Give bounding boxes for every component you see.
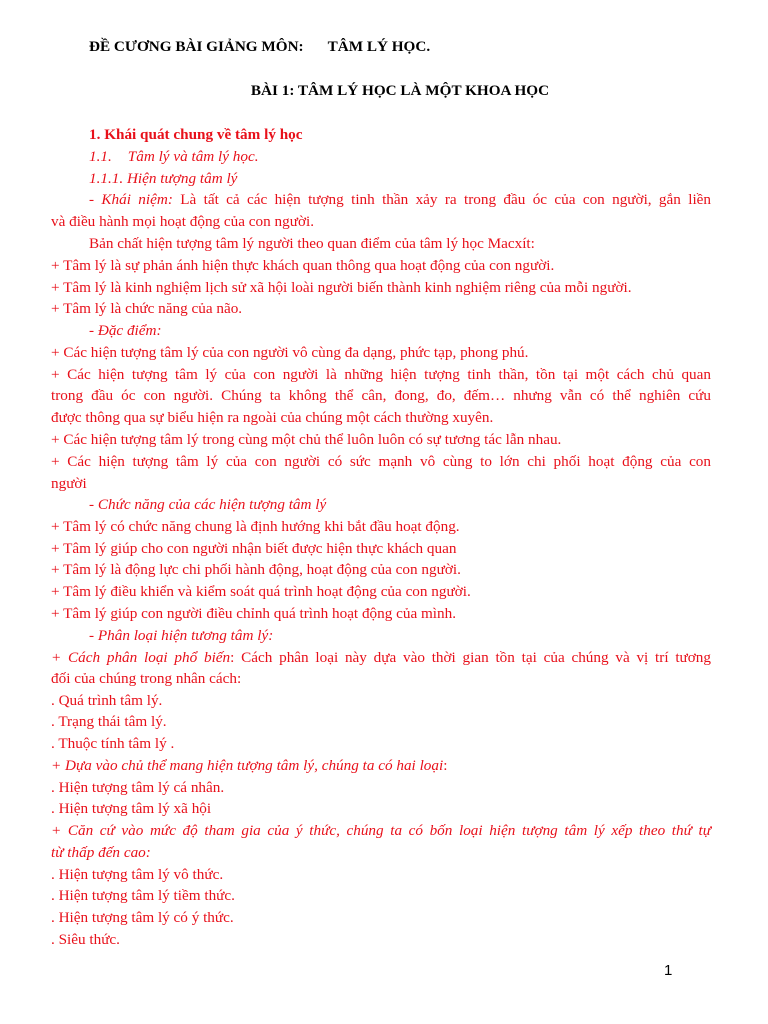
- colon: :: [443, 757, 448, 774]
- definition-label: - Khái niệm:: [89, 191, 173, 208]
- feature-item: + Các hiện tượng tâm lý của con người vô cùng đa dạng, phức tạp, phong phú.: [51, 344, 529, 361]
- feature-item-cont: trong đầu óc con người. Chúng ta không thể cân, đong, đo, đếm… nhưng vẫn có thể nghiên cứu: [51, 387, 711, 404]
- course-name: TÂM LÝ HỌC.: [327, 38, 431, 55]
- list-item: . Hiện tượng tâm lý có ý thức.: [51, 909, 234, 926]
- functions-label: - Chức năng của các hiện tượng tâm lý: [89, 496, 327, 513]
- function-item: + Tâm lý là động lực chi phối hành động, hoạt động của con người.: [51, 561, 461, 578]
- function-item: + Tâm lý có chức năng chung là định hướng khi bắt đầu hoạt động.: [51, 518, 460, 535]
- nature-item: + Tâm lý là chức năng của não.: [51, 300, 243, 317]
- classification-awareness: + Căn cứ vào mức độ tham gia của ý thức, chúng ta có bốn loại hiện tượng tâm lý xếp theo thứ tự: [51, 822, 711, 839]
- feature-item: + Các hiện tượng tâm lý của con người là những hiện tượng tinh thần, tồn tại một cách chủ quan: [51, 366, 711, 383]
- features-label: - Đặc điểm:: [89, 322, 162, 339]
- list-item: . Hiện tượng tâm lý vô thức.: [51, 866, 224, 883]
- page-number: 1: [664, 962, 673, 979]
- function-item: + Tâm lý điều khiển và kiểm soát quá trình hoạt động của con người.: [51, 583, 471, 600]
- list-item: . Trạng thái tâm lý.: [51, 713, 167, 730]
- function-item: + Tâm lý giúp cho con người nhận biết được hiện thực khách quan: [51, 540, 457, 557]
- classification-subject: [51, 756, 711, 776]
- feature-item-cont: được thông qua sự biểu hiện ra ngoài của chúng một cách thường xuyên.: [51, 409, 494, 426]
- feature-item: + Các hiện tượng tâm lý của con người có sức mạnh vô cùng to lớn chi phối hoạt động của con: [51, 453, 711, 470]
- list-item: . Thuộc tính tâm lý .: [51, 735, 175, 752]
- definition-line-1: [51, 190, 711, 210]
- definition-text: Là tất cả các hiện tượng tinh thần xảy ra trong đầu óc của con người, gắn liền: [172, 191, 711, 208]
- list-item: . Siêu thức.: [51, 931, 120, 948]
- section-heading-1-1-1: 1.1.1. Hiện tượng tâm lý: [89, 170, 238, 187]
- classification-awareness-cont: từ thấp đến cao:: [51, 844, 151, 861]
- list-item: . Quá trình tâm lý.: [51, 692, 163, 709]
- nature-item: + Tâm lý là sự phản ánh hiện thực khách quan thông qua hoạt động của con người.: [51, 257, 555, 274]
- feature-item: + Các hiện tượng tâm lý trong cùng một chủ thể luôn luôn có sự tương tác lẫn nhau.: [51, 431, 562, 448]
- section-heading-1-1: [89, 147, 749, 167]
- classification-common-label: + Cách phân loại phổ biến: [51, 649, 231, 666]
- course-header: [89, 37, 749, 57]
- nature-item: + Tâm lý là kinh nghiệm lịch sử xã hội loài người biến thành kinh nghiệm riêng của mỗi người.: [51, 279, 632, 296]
- classification-subject-label: + Dựa vào chủ thể mang hiện tượng tâm lý, chúng ta có hai loại: [51, 757, 444, 774]
- section-heading-1: 1. Khái quát chung về tâm lý học: [89, 126, 303, 143]
- list-item: . Hiện tượng tâm lý cá nhân.: [51, 779, 225, 796]
- feature-item-cont: người: [51, 475, 87, 492]
- classification-label: - Phân loại hiện tương tâm lý:: [89, 627, 274, 644]
- list-item: . Hiện tượng tâm lý xã hội: [51, 800, 212, 817]
- classification-common: [51, 648, 711, 668]
- classification-common-cont: đối của chúng trong nhân cách:: [51, 670, 242, 687]
- definition-line-2: và điều hành mọi hoạt động của con người.: [51, 213, 315, 230]
- nature-intro: Bản chất hiện tượng tâm lý người theo quan điểm của tâm lý học Macxít:: [89, 235, 535, 252]
- lesson-title: BÀI 1: TÂM LÝ HỌC LÀ MỘT KHOA HỌC: [250, 82, 550, 99]
- list-item: . Hiện tượng tâm lý tiềm thức.: [51, 887, 235, 904]
- section-number: 1.1.: [89, 148, 112, 165]
- section-title: Tâm lý và tâm lý học.: [127, 148, 259, 165]
- classification-common-text: : Cách phân loại này dựa vào thời gian tồn tại của chúng và vị trí tương: [230, 649, 711, 666]
- function-item: + Tâm lý giúp con người điều chỉnh quá trình hoạt động của mình.: [51, 605, 457, 622]
- course-label: ĐỀ CƯƠNG BÀI GIẢNG MÔN:: [89, 38, 304, 55]
